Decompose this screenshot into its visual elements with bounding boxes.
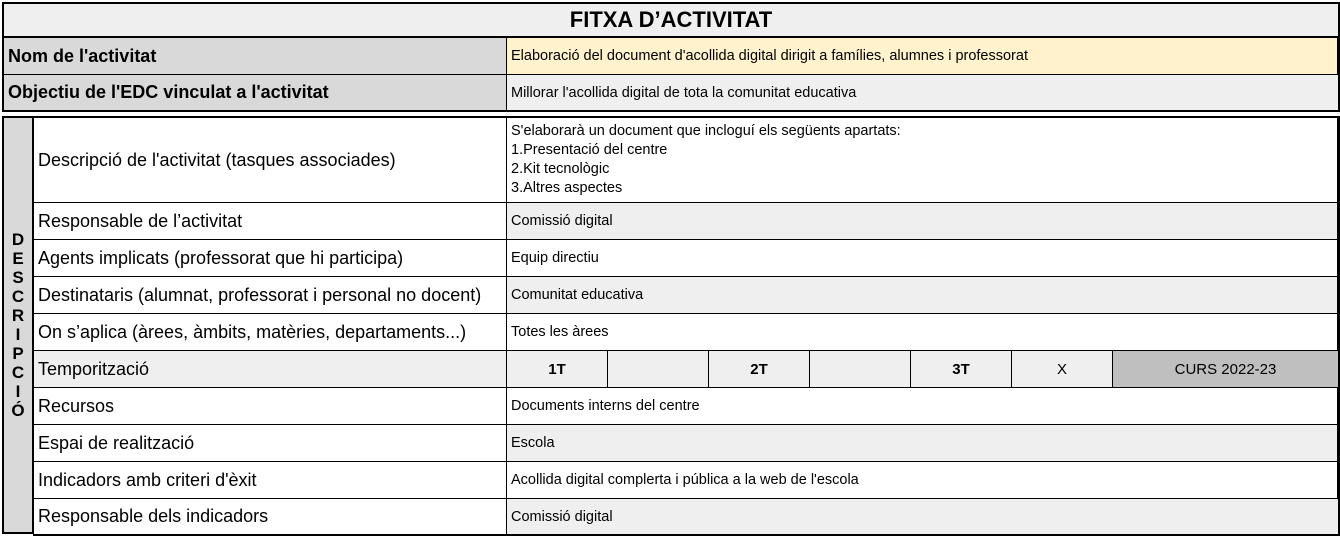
timing-label: Temporització xyxy=(34,351,507,388)
description-value xyxy=(507,118,1338,203)
recipients-value: Comunitat educativa xyxy=(507,277,1338,314)
description-label: Descripció de l'activitat (tasques associades) xyxy=(34,118,507,203)
agents-value: Equip directiu xyxy=(507,240,1338,277)
activity-name-value: Elaboració del document d'acollida digital dirigit a famílies, alumnes i professorat xyxy=(507,38,1338,75)
indicators-responsible-value: Comissió digital xyxy=(507,499,1338,534)
responsible-value: Comissió digital xyxy=(507,203,1338,240)
description-line: 2.Kit tecnològic xyxy=(511,161,610,177)
side-letter: C xyxy=(11,363,25,382)
side-letter: I xyxy=(15,325,21,344)
indicators-value: Acollida digital complerta i pública a la web de l'escola xyxy=(507,462,1338,499)
timing-cell-empty xyxy=(810,351,911,388)
timing-cell-3t: 3T xyxy=(911,351,1012,388)
agents-label: Agents implicats (professorat que hi participa) xyxy=(34,240,507,277)
indicators-responsible-label: Responsable dels indicadors xyxy=(34,499,507,534)
side-letter: Ó xyxy=(11,401,25,420)
description-line: S'elaborarà un document que incloguí els següents apartats: xyxy=(511,123,901,139)
side-letter: S xyxy=(12,268,24,287)
side-letter: R xyxy=(11,306,25,325)
side-letter: D xyxy=(11,230,25,249)
space-label: Espai de realització xyxy=(34,425,507,462)
resources-label: Recursos xyxy=(34,388,507,425)
applies-value: Totes les àrees xyxy=(507,314,1338,351)
description-side-label xyxy=(2,116,34,534)
side-letter: P xyxy=(12,344,24,363)
recipients-label: Destinataris (alumnat, professorat i personal no docent) xyxy=(34,277,507,314)
objective-value: Millorar l'acollida digital de tota la comunitat educativa xyxy=(507,75,1338,110)
side-letter: I xyxy=(15,382,21,401)
sheet-title: FITXA D’ACTIVITAT xyxy=(2,2,1340,38)
resources-value: Documents interns del centre xyxy=(507,388,1338,425)
description-line: 1.Presentació del centre xyxy=(511,142,668,158)
timing-cell-empty xyxy=(608,351,709,388)
activity-name-label: Nom de l'activitat xyxy=(4,38,507,75)
side-letter: C xyxy=(11,287,25,306)
applies-label: On s’aplica (àrees, àmbits, matèries, departaments...) xyxy=(34,314,507,351)
timing-cell-1t: 1T xyxy=(507,351,608,388)
timing-cell-x: X xyxy=(1012,351,1113,388)
indicators-label: Indicadors amb criteri d'èxit xyxy=(34,462,507,499)
side-letter: E xyxy=(12,249,24,268)
responsible-label: Responsable de l’activitat xyxy=(34,203,507,240)
timing-cell-2t: 2T xyxy=(709,351,810,388)
course-cell: CURS 2022-23 xyxy=(1113,351,1338,388)
space-value: Escola xyxy=(507,425,1338,462)
description-line: 3.Altres aspectes xyxy=(511,180,623,196)
objective-label: Objectiu de l'EDC vinculat a l'activitat xyxy=(4,75,507,110)
